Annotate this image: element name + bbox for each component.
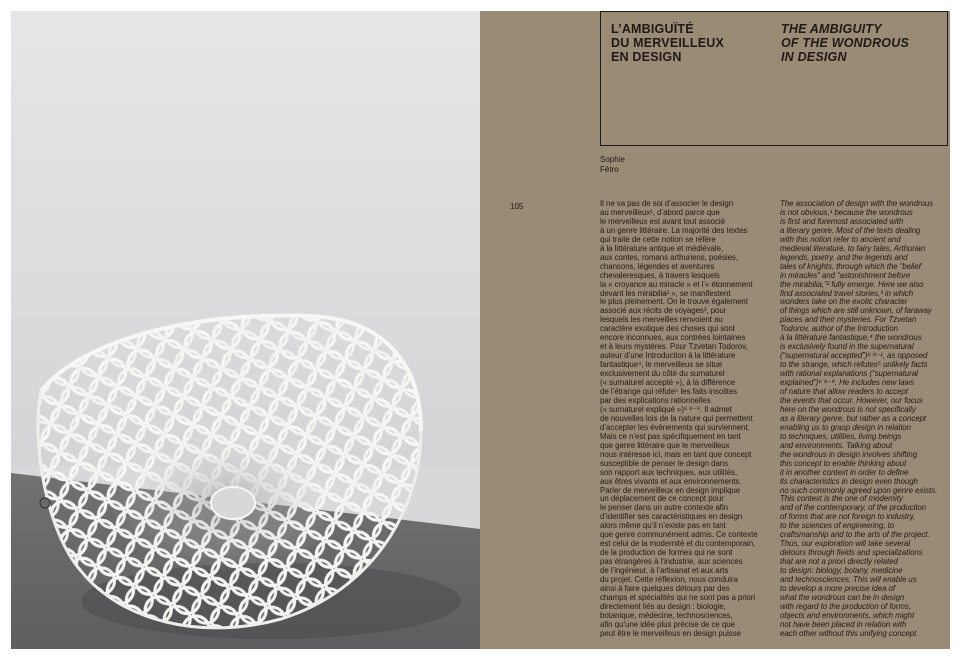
title-french: L’AMBIGUÏTÉ DU MERVEILLEUX EN DESIGN — [611, 22, 724, 64]
body-text-french: Il ne va pas de soi d’associer le design au merveilleux¹, d’abord parce que le merveilleux est avant tout associé à un genre littéraire. La majorité des textes qui traite de cette notion se réfère à la littérature antique et médiévale, aux contes, romans arthuriens, poésies, chansons, légendes et aventures chevaleresques, à travers lesquels la « croyance au miracle » et l’« étonnement devant les mirabilia² », se manifestent le plus pleinement. On le trouve également associé aux récits de voyages³, pour lesquels les merveilles renvoient au caractère exotique des choses qui sont encore inconnues, aux contrées lointaines et à leurs mystères. Pour Tzvetan Todorov, auteur d’une Introduction à la littérature fantastique⁴, le merveilleux se situe exclusivement du côté du surnaturel (« surnaturel accepté »), à la différence de l’étrange qui réfute⁵ les faits insolites par des explications rationnelles (« surnaturel expliqué »)⁶ ⁸⁻⁹. Il admet de nouvelles lois de la nature qui permettent d’accepter les évènements qui surviennent. Mais ce n’est pas spécifiquement en tant que genre littéraire que le merveilleux nous intéresse ici, mais en tant que concept susceptible de penser le design dans son rapport aux techniques, aux utilités, aux êtres vivants et aux environnements. Parler de merveilleux en design implique un déplacement de ce concept pour le penser dans un autre contexte afin d’identifier ses caractéristiques en design alors même qu’il n’existe pas en tant que genre communément admis. Ce contexte est celui de la modernité et du contemporain, de la production de formes qui ne sont pas étrangères à l’industrie, aux sciences de l’ingénieur, à l’artisanat et aux arts du projet. Cette réflexion, nous conduira ainsi à faire quelques détours par des champs et spécialités qui ne sont pas a priori directement liés au design : biologie, botanique, médecine, technosciences, afin qu’une idée plus précise de ce que peut être le merveilleux en design puisse — [600, 199, 758, 638]
title-box — [600, 11, 948, 146]
sculpture-photo — [11, 11, 480, 649]
title-english: THE AMBIGUITY OF THE WONDROUS IN DESIGN — [781, 22, 909, 64]
body-text-english: The association of design with the wondrous is not obvious,¹ because the wondrous is first and foremost associated with a literary genre. Most of the texts dealing with this notion refer to ancient and medieval literature, to fairy tales, Arthurian legends, poetry, and the legends and tales of knights, through which the “belief in miracles” and “astonishment before the mirabilia,”² fully emerge. Here we also find associated travel stories,³ in which wonders take on the exotic character of things which are still unknown, of faraway places and their mysteries. For Tzvetan Todorov, author of the Introduction à la littérature fantastique,⁴ the wondrous is exclusively found in the supernatural (“supernatural accepted”)⁶ ⁸⁻¹, as opposed to the strange, which refutes⁵ unlikely facts with rational explanations (“supernatural explained”)⁶ ⁸⁻⁹. He includes new laws of nature that allow readers to accept the events that occur. However, our focus here on the wondrous is not specifically as a literary genre, but rather as a concept enabling us to grasp design in relation to techniques, utilities, living beings and environments. Talking about the wondrous in design involves shifting this concept to enable thinking about it in another context in order to define its characteristics in design even though no such commonly agreed upon genre exists. This context is the one of modernity and of the contemporary, of the production of forms that are not foreign to industry, to the sciences of engineering, to craftsmanship and to the arts of the project. Thus, our exploration will take several detours through fields and specializations that are not a priori directly related to design: biology, botany, medicine and technosciences. This will enable us to develop a more precise idea of what the wondrous can be in design with regard to the production of forms, objects and environments, which might not have been placed in relation with each other without this unifying concept. — [780, 199, 938, 638]
author-name: Sophie Fétro — [600, 155, 625, 174]
lattice-sculpture-illustration — [11, 11, 480, 649]
page-number: 105 — [510, 202, 524, 211]
text-page — [480, 11, 950, 649]
